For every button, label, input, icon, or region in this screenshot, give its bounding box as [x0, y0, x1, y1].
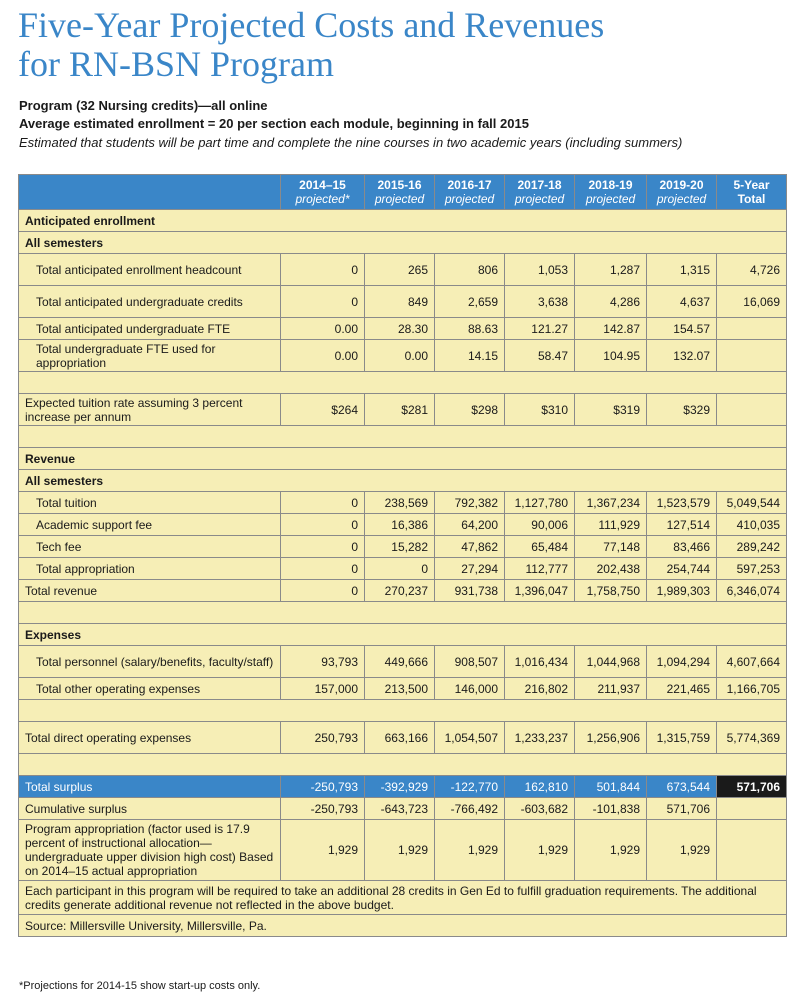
row-label: Total other operating expenses	[19, 678, 281, 700]
value-cell: 65,484	[505, 536, 575, 558]
value-cell: 154.57	[647, 318, 717, 340]
value-cell: 4,726	[717, 254, 787, 286]
value-cell: 14.15	[435, 340, 505, 372]
title-line-1: Five-Year Projected Costs and Revenues	[18, 5, 605, 45]
value-cell: 83,466	[647, 536, 717, 558]
value-cell: 806	[435, 254, 505, 286]
value-cell: 1,287	[575, 254, 647, 286]
value-cell: 0	[281, 536, 365, 558]
section-row	[19, 448, 787, 470]
value-cell: 270,237	[365, 580, 435, 602]
value-cell: 410,035	[717, 514, 787, 536]
col-header-2017-18: 2017-18 projected	[505, 175, 575, 210]
estimate-note: Estimated that students will be part time and complete the nine courses in two academic years (including summers)	[19, 135, 683, 150]
col-header-2019-20: 2019-20 projected	[647, 175, 717, 210]
value-cell: 1,127,780	[505, 492, 575, 514]
table-row	[19, 820, 787, 881]
value-cell: -122,770	[435, 776, 505, 798]
section-row	[19, 210, 787, 232]
section-anticipated-enrollment: Anticipated enrollment	[19, 210, 787, 232]
value-cell: 792,382	[435, 492, 505, 514]
value-cell: 213,500	[365, 678, 435, 700]
value-cell: 663,166	[365, 722, 435, 754]
note-row	[19, 881, 787, 915]
value-cell: $329	[647, 394, 717, 426]
value-cell	[717, 820, 787, 881]
section-all-semesters: All semesters	[19, 232, 787, 254]
table-row	[19, 776, 787, 798]
value-cell: 4,286	[575, 286, 647, 318]
value-cell: 0	[281, 492, 365, 514]
value-cell: 0	[281, 254, 365, 286]
value-cell: 3,638	[505, 286, 575, 318]
spacer-row	[19, 426, 787, 448]
value-cell: 1,053	[505, 254, 575, 286]
value-cell: 0	[365, 558, 435, 580]
program-description: Program (32 Nursing credits)—all online	[19, 98, 268, 113]
row-label: Total anticipated undergraduate FTE	[19, 318, 281, 340]
budget-table	[18, 174, 787, 937]
value-cell: 1,054,507	[435, 722, 505, 754]
value-cell: 4,637	[647, 286, 717, 318]
row-label: Expected tuition rate assuming 3 percent increase per annum	[19, 394, 281, 426]
value-cell: 90,006	[505, 514, 575, 536]
value-cell: $281	[365, 394, 435, 426]
value-cell: 849	[365, 286, 435, 318]
value-cell: 64,200	[435, 514, 505, 536]
row-label: Total anticipated enrollment headcount	[19, 254, 281, 286]
table-row	[19, 678, 787, 700]
value-cell: 1,929	[281, 820, 365, 881]
table-row	[19, 514, 787, 536]
row-label: Tech fee	[19, 536, 281, 558]
value-cell: 1,166,705	[717, 678, 787, 700]
value-cell: 1,044,968	[575, 646, 647, 678]
value-cell: 127,514	[647, 514, 717, 536]
header-blank	[19, 175, 281, 210]
value-cell: 104.95	[575, 340, 647, 372]
value-cell: 2,659	[435, 286, 505, 318]
section-revenue: Revenue	[19, 448, 787, 470]
value-cell: 15,282	[365, 536, 435, 558]
table-row	[19, 340, 787, 372]
value-cell: -250,793	[281, 798, 365, 820]
section-all-semesters: All semesters	[19, 470, 787, 492]
value-cell: 4,607,664	[717, 646, 787, 678]
table-row	[19, 286, 787, 318]
value-cell: 1,094,294	[647, 646, 717, 678]
row-label: Total revenue	[19, 580, 281, 602]
value-cell: 162,810	[505, 776, 575, 798]
value-cell: 5,774,369	[717, 722, 787, 754]
source-note: Source: Millersville University, Millersville, Pa.	[19, 915, 787, 937]
value-cell: 597,253	[717, 558, 787, 580]
enrollment-description: Average estimated enrollment = 20 per section each module, beginning in fall 2015	[19, 116, 529, 131]
value-cell: 238,569	[365, 492, 435, 514]
spacer-cell	[19, 754, 787, 776]
value-cell: $298	[435, 394, 505, 426]
value-cell: 449,666	[365, 646, 435, 678]
table-row	[19, 722, 787, 754]
table-row	[19, 580, 787, 602]
value-cell: 1,315,759	[647, 722, 717, 754]
footnote: *Projections for 2014-15 show start-up costs only.	[19, 980, 261, 992]
value-cell: 1,016,434	[505, 646, 575, 678]
value-cell: 0.00	[281, 318, 365, 340]
value-cell: 1,396,047	[505, 580, 575, 602]
value-cell: $310	[505, 394, 575, 426]
table-row	[19, 646, 787, 678]
value-cell: -250,793	[281, 776, 365, 798]
value-cell: 216,802	[505, 678, 575, 700]
table-row	[19, 536, 787, 558]
value-cell: 77,148	[575, 536, 647, 558]
value-cell: 112,777	[505, 558, 575, 580]
spacer-row	[19, 700, 787, 722]
spacer-cell	[19, 700, 787, 722]
value-cell: 0.00	[281, 340, 365, 372]
value-cell: 1,929	[365, 820, 435, 881]
value-cell: 16,386	[365, 514, 435, 536]
value-cell: 202,438	[575, 558, 647, 580]
value-cell: 1,367,234	[575, 492, 647, 514]
value-cell: 16,069	[717, 286, 787, 318]
row-label: Total personnel (salary/benefits, faculty/staff)	[19, 646, 281, 678]
section-row	[19, 470, 787, 492]
value-cell: 1,929	[505, 820, 575, 881]
col-header-2016-17: 2016-17 projected	[435, 175, 505, 210]
table-row	[19, 254, 787, 286]
value-cell: 571,706	[647, 798, 717, 820]
table-row	[19, 318, 787, 340]
gen-ed-note: Each participant in this program will be required to take an additional 28 credits in Gen Ed to fulfill graduation requirements. The additional credits generate additional revenue not reflected in the above budget.	[19, 881, 787, 915]
col-header-2015-16: 2015-16 projected	[365, 175, 435, 210]
value-cell: 1,523,579	[647, 492, 717, 514]
value-cell: -643,723	[365, 798, 435, 820]
value-cell: 221,465	[647, 678, 717, 700]
source-row	[19, 915, 787, 937]
value-cell: 0	[281, 514, 365, 536]
value-cell: 0	[281, 558, 365, 580]
value-cell	[717, 798, 787, 820]
value-cell: 27,294	[435, 558, 505, 580]
value-cell: 142.87	[575, 318, 647, 340]
row-label: Total appropriation	[19, 558, 281, 580]
value-cell: 673,544	[647, 776, 717, 798]
value-cell: 1,929	[575, 820, 647, 881]
row-label: Total undergraduate FTE used for appropriation	[19, 340, 281, 372]
value-cell: 289,242	[717, 536, 787, 558]
value-cell: 250,793	[281, 722, 365, 754]
value-cell: 0	[281, 286, 365, 318]
value-cell: 501,844	[575, 776, 647, 798]
value-cell: $319	[575, 394, 647, 426]
col-header-2014-15: 2014–15 projected*	[281, 175, 365, 210]
value-cell: 6,346,074	[717, 580, 787, 602]
value-cell: 47,862	[435, 536, 505, 558]
value-cell: 211,937	[575, 678, 647, 700]
table-row	[19, 394, 787, 426]
value-cell: 1,929	[435, 820, 505, 881]
value-cell: 0	[281, 580, 365, 602]
section-row	[19, 232, 787, 254]
value-cell: 1,758,750	[575, 580, 647, 602]
row-label: Total direct operating expenses	[19, 722, 281, 754]
section-expenses: Expenses	[19, 624, 787, 646]
col-header-2018-19: 2018-19 projected	[575, 175, 647, 210]
spacer-row	[19, 754, 787, 776]
value-cell: $264	[281, 394, 365, 426]
value-cell: 1,989,303	[647, 580, 717, 602]
table-row	[19, 492, 787, 514]
value-cell: 111,929	[575, 514, 647, 536]
value-cell: 1,256,906	[575, 722, 647, 754]
value-cell: 58.47	[505, 340, 575, 372]
spacer-row	[19, 602, 787, 624]
value-cell: -603,682	[505, 798, 575, 820]
page-title	[18, 6, 604, 84]
section-row	[19, 624, 787, 646]
spacer-cell	[19, 426, 787, 448]
value-cell: -101,838	[575, 798, 647, 820]
value-cell: 93,793	[281, 646, 365, 678]
value-cell	[717, 394, 787, 426]
value-cell: 265	[365, 254, 435, 286]
value-cell: 121.27	[505, 318, 575, 340]
row-label: Academic support fee	[19, 514, 281, 536]
row-label: Cumulative surplus	[19, 798, 281, 820]
spacer-cell	[19, 602, 787, 624]
value-cell: 157,000	[281, 678, 365, 700]
value-cell	[717, 318, 787, 340]
title-line-2: for RN-BSN Program	[18, 44, 334, 84]
value-cell: 1,315	[647, 254, 717, 286]
value-cell: 132.07	[647, 340, 717, 372]
value-cell: 931,738	[435, 580, 505, 602]
col-header-5-year-total: 5-Year Total	[717, 175, 787, 210]
table-row	[19, 558, 787, 580]
value-cell: 28.30	[365, 318, 435, 340]
value-cell: 1,929	[647, 820, 717, 881]
row-label: Total anticipated undergraduate credits	[19, 286, 281, 318]
spacer-cell	[19, 372, 787, 394]
value-cell: 5,049,544	[717, 492, 787, 514]
value-cell: -392,929	[365, 776, 435, 798]
value-cell: 1,233,237	[505, 722, 575, 754]
header-row	[19, 175, 787, 210]
value-cell: 908,507	[435, 646, 505, 678]
value-cell: -766,492	[435, 798, 505, 820]
value-cell: 0.00	[365, 340, 435, 372]
value-cell	[717, 340, 787, 372]
row-label: Total surplus	[19, 776, 281, 798]
row-label: Total tuition	[19, 492, 281, 514]
value-cell: 254,744	[647, 558, 717, 580]
value-cell: 88.63	[435, 318, 505, 340]
value-cell: 571,706	[717, 776, 787, 798]
spacer-row	[19, 372, 787, 394]
row-label: Program appropriation (factor used is 17.9 percent of instructional allocation—undergraduate upper division high cost) Based on 2014–15 actual appropriation	[19, 820, 281, 881]
value-cell: 146,000	[435, 678, 505, 700]
table-row	[19, 798, 787, 820]
